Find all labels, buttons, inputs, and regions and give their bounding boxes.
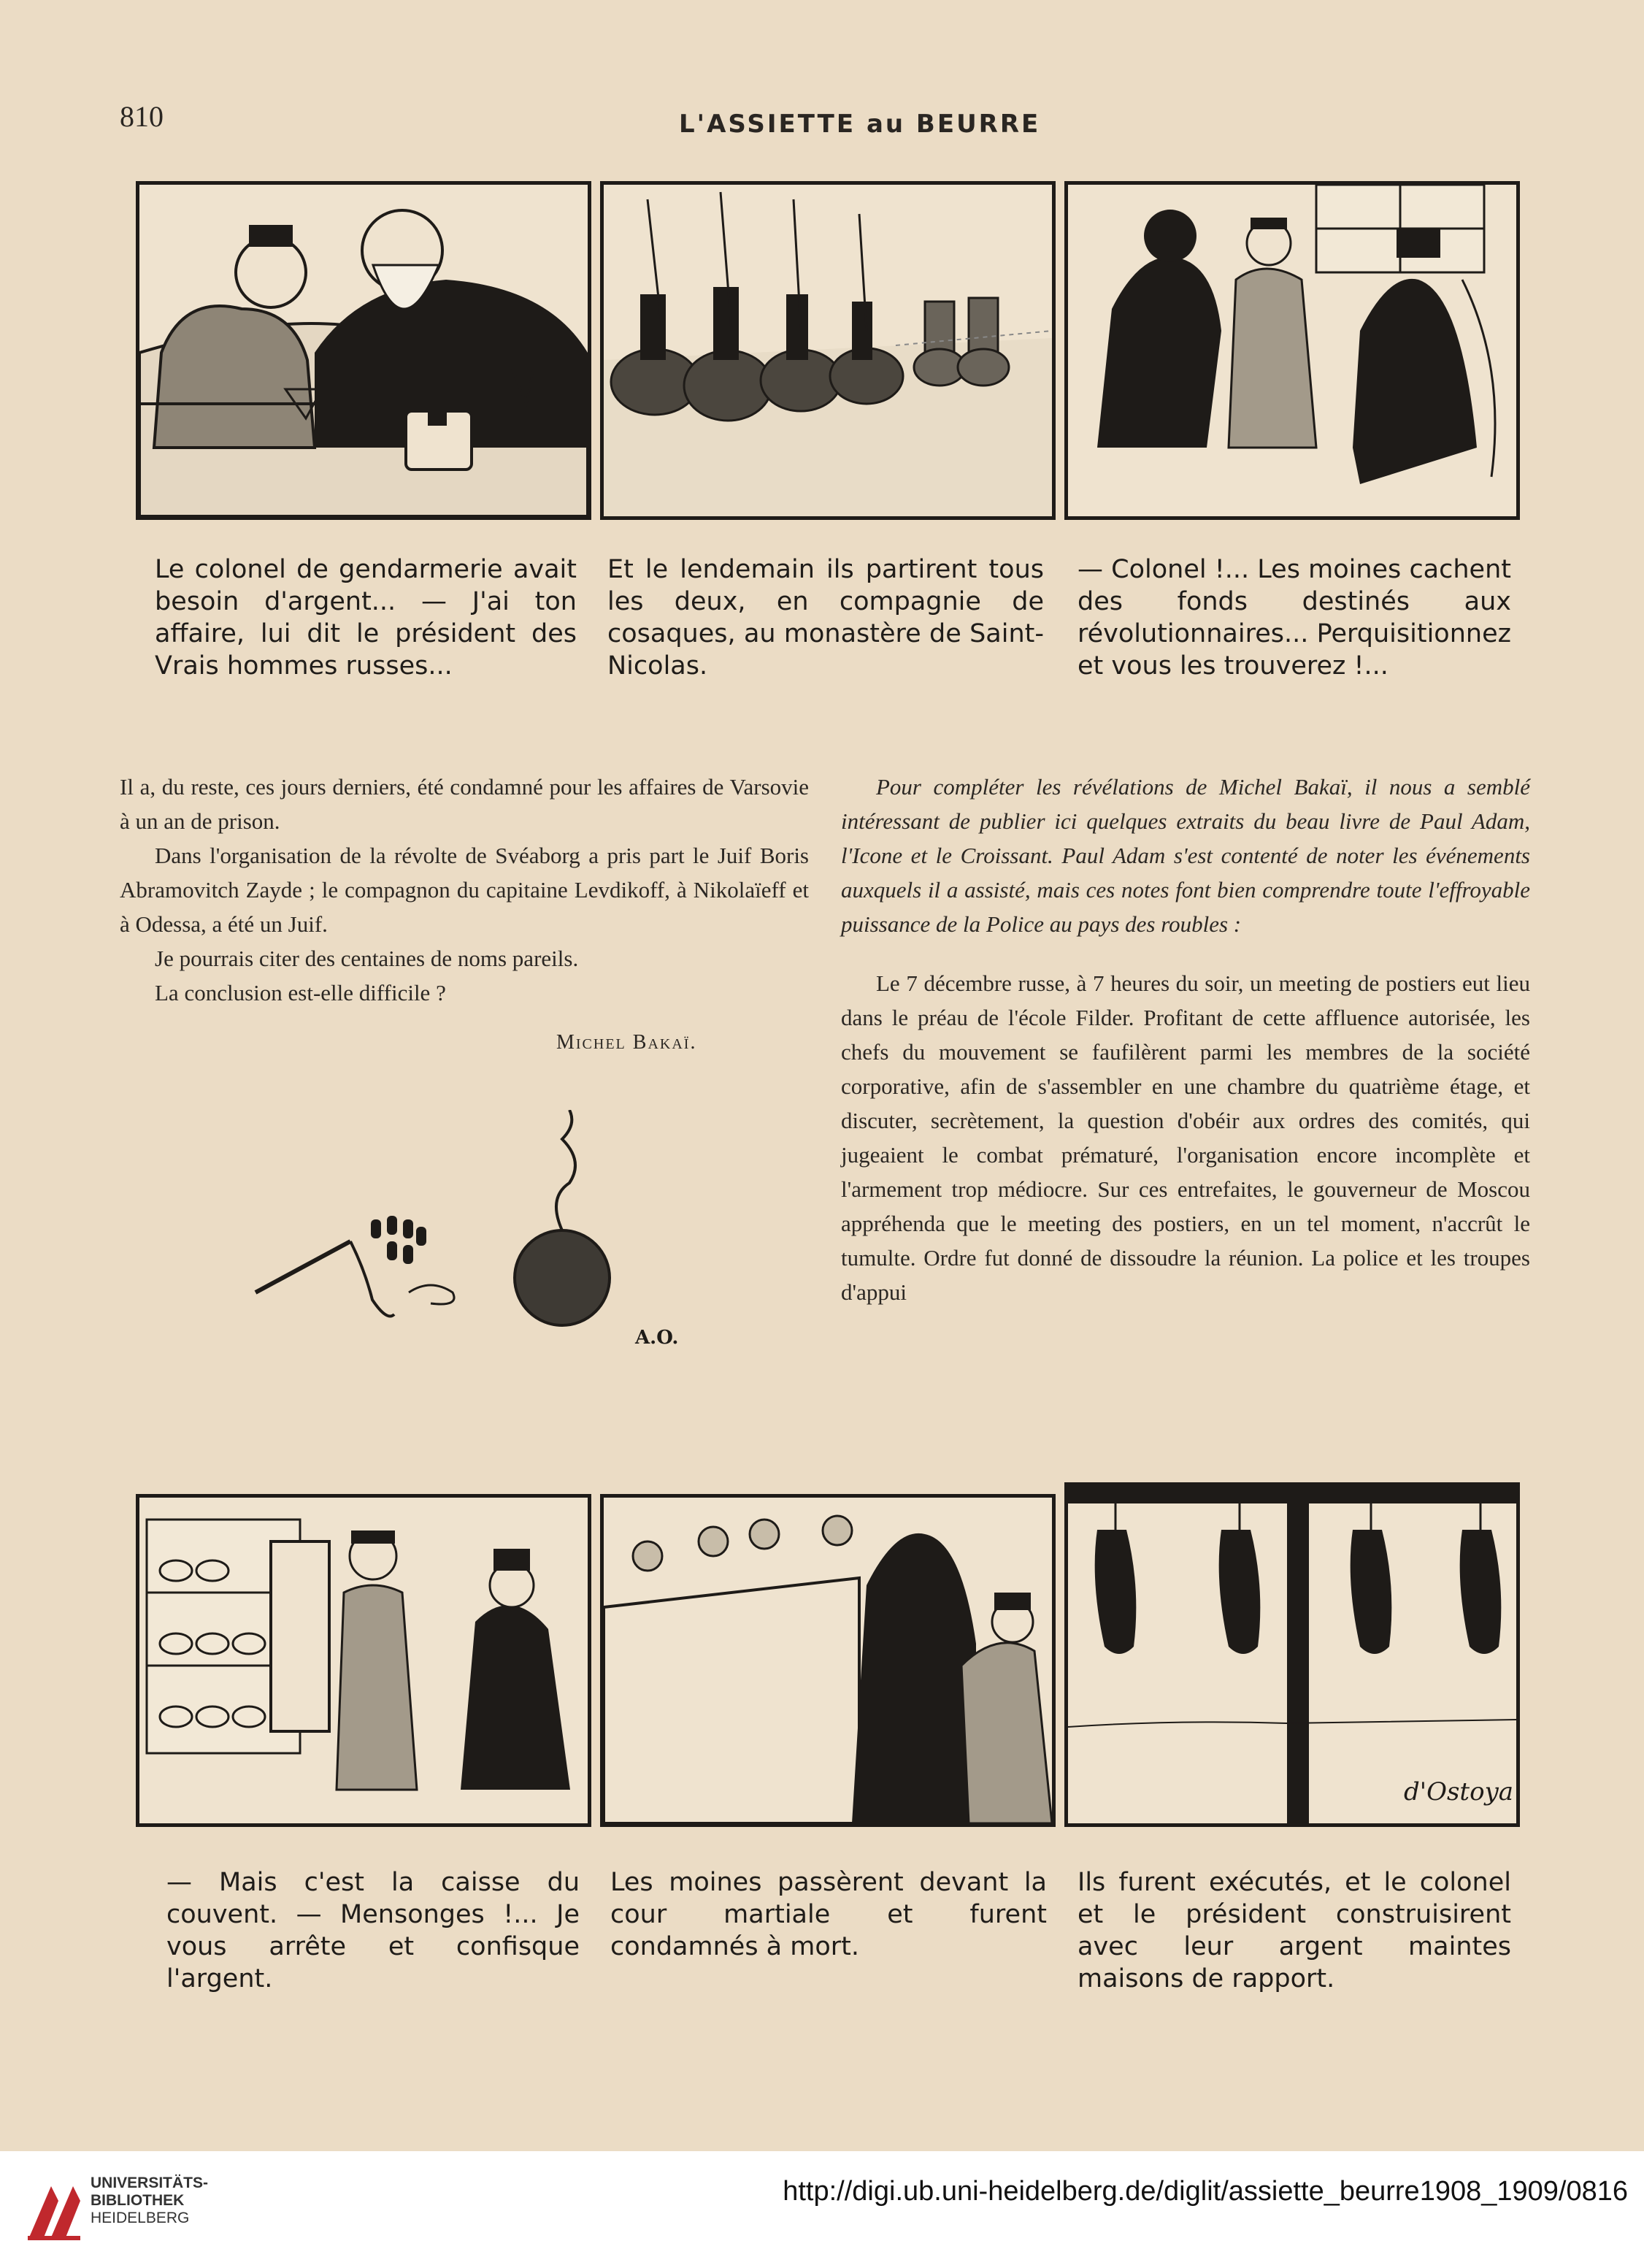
paul-adam-extract: Le 7 décembre russe, à 7 heures du soir, un meeting de postiers eut lieu dans le préau de l'école Filder. Profitant de cette affluence autorisée, les chefs du mouvement se faufilèrent parmi les membres de la société corporative, afin de s'assembler en une chambre du quatrième étage, et discuter, secrètement, la question d'obéir aux ordres des comités, qui jugeaient le combat prématuré, l'organisation encore incomplète et l'armement trop médiocre. Sur ces entrefaites, le gouverneur de Moscou appréhenda que le meeting des postiers, en un tel moment, n'accrût le tumulte. Ordre fut donné de dissoudre la réunion. La police et les troupes d'appui [841, 970, 1530, 1305]
digitization-footer [0, 2151, 1644, 2268]
library-name [91, 2175, 208, 2227]
comic-panel-1 [136, 181, 591, 520]
bottom-caption-3: Ils furent exécutés, et le colonel et le président construisirent avec leur argent maintes maisons de rapport. [1078, 1868, 1511, 1993]
hanged-monks-illustration [1068, 1486, 1516, 1823]
bottom-caption-1: — Mais c'est la caisse du couvent. — Mensonges !... Je vous arrête et confisque l'argent. [166, 1868, 580, 1993]
bomb-and-bullets-vignette [241, 1110, 708, 1358]
library-name-line-1: UNIVERSITÄTS- [91, 2175, 209, 2191]
cossacks-riding-illustration [604, 185, 1052, 516]
vignette-artist-signature: A.O. [635, 1327, 679, 1349]
page-number: 810 [120, 100, 164, 133]
university-library-logo-icon [22, 2172, 85, 2245]
comic-panel-5 [600, 1494, 1056, 1827]
panel-artist-signature: d'Ostoya [1404, 1777, 1514, 1807]
comic-panel-2 [600, 181, 1056, 520]
author-signature: Michel Bakaï. [556, 1031, 697, 1054]
left-paragraph-1: Il a, du reste, ces jours derniers, été condamné pour les affaires de Varsovie à un an de prison. [120, 774, 809, 834]
comic-panel-3 [1064, 181, 1520, 520]
monk-and-colonel-illustration [1068, 185, 1516, 516]
bottom-caption-2: Les moines passèrent devant la cour martiale et furent condamnés à mort. [610, 1868, 1047, 1961]
source-url-link[interactable]: http://digi.ub.uni-heidelberg.de/diglit/assiette_beurre1908_1909/0816 [783, 2176, 1628, 2207]
left-paragraph-3: Je pourrais citer des centaines de noms pareils. [155, 946, 579, 971]
left-text-column [120, 770, 809, 1010]
comic-panel-4 [136, 1494, 591, 1827]
paul-adam-intro: Pour compléter les révélations de Michel Bakaï, il nous a semblé intéressant de publier ici quelques extraits du beau livre de Paul Adam, l'Icone et le Croissant. Paul Adam s'est contenté de noter les événements auxquels il a assisté, mais ces notes font bien comprendre toute l'effroyable puissance de la Police au pays des roubles : [841, 774, 1530, 937]
colonel-and-president-illustration [139, 185, 588, 516]
library-name-line-2: BIBLIOTHEK [91, 2192, 185, 2209]
masthead-title: L'ASSIETTE au BEURRE [679, 110, 1041, 139]
left-paragraph-2: Dans l'organisation de la révolte de Svéaborg a pris part le Juif Boris Abramovitch Zayde ; le compagnon du capitaine Levdikoff, à Nikolaïeff et à Odessa, a été un Juif. [120, 843, 809, 937]
safe-and-arrest-illustration [139, 1498, 588, 1823]
comic-panel-6 [1064, 1482, 1520, 1827]
library-name-line-3: HEIDELBERG [91, 2210, 190, 2226]
left-paragraph-4: La conclusion est-elle difficile ? [155, 980, 446, 1005]
top-caption-2: Et le lendemain ils partirent tous les deux, en compagnie de cosaques, au monastère de Saint-Nicolas. [607, 555, 1044, 681]
right-text-column [841, 770, 1530, 1309]
top-caption-3: — Colonel !... Les moines cachent des fonds destinés aux révolutionnaires... Perquisitionnez et vous les trouverez !... [1078, 555, 1511, 681]
top-caption-1: Le colonel de gendarmerie avait besoin d'argent... — J'ai ton affaire, lui dit le président des Vrais hommes russes... [155, 555, 577, 681]
court-martial-illustration [604, 1498, 1052, 1823]
